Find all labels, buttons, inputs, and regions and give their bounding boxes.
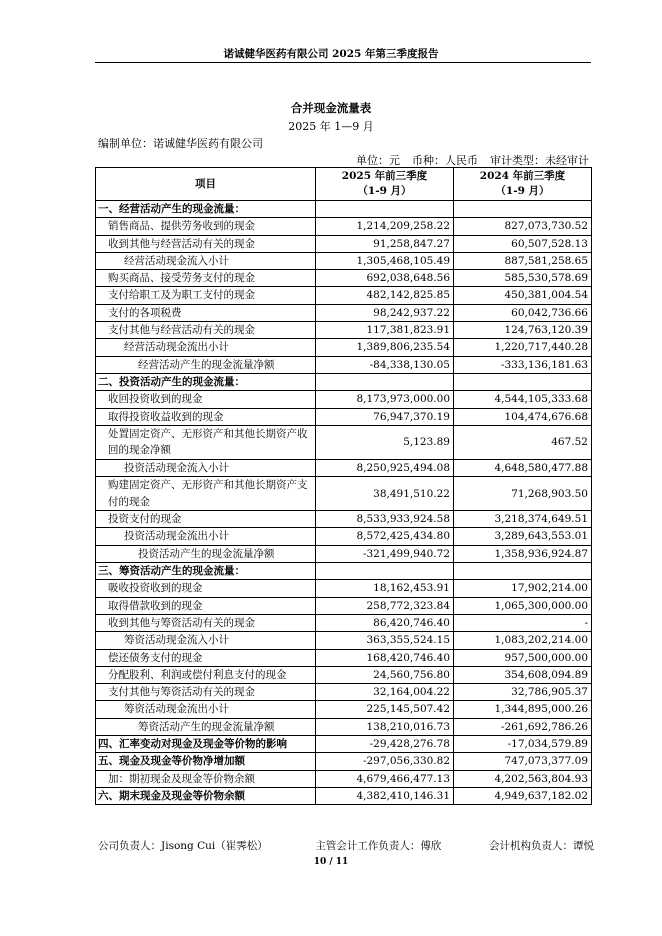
- header-2025: [316, 168, 454, 201]
- value-2025: 1,389,806,235.54: [316, 339, 454, 356]
- accounting-dept-head: 会计机构负责人：谭悦: [488, 840, 594, 852]
- row-label: 购买商品、接受劳务支付的现金: [96, 270, 316, 287]
- table-row: [96, 701, 592, 718]
- header-2025-line2: （1-9 月）: [357, 185, 412, 197]
- value-2024: -261,692,786.26: [454, 718, 592, 735]
- value-2024: 450,381,004.54: [454, 287, 592, 304]
- cash-flow-table-wrapper: [95, 167, 591, 805]
- value-2024: 60,507,528.13: [454, 235, 592, 252]
- value-2024: -333,136,181.63: [454, 356, 592, 373]
- row-label: 经营活动产生的现金流量净额: [96, 356, 316, 373]
- value-2024: -17,034,579.89: [454, 736, 592, 753]
- row-label: 收到其他与经营活动有关的现金: [96, 235, 316, 252]
- value-2025: 32,164,004.22: [316, 684, 454, 701]
- value-2024: [454, 563, 592, 580]
- value-2024: 1,083,202,214.00: [454, 632, 592, 649]
- row-label: 支付其他与经营活动有关的现金: [96, 322, 316, 339]
- row-label: 投资支付的现金: [96, 511, 316, 528]
- compiling-entity: 编制单位：诺诚健华医药有限公司: [98, 137, 263, 150]
- table-row: [96, 736, 592, 753]
- value-2024: 1,220,717,440.28: [454, 339, 592, 356]
- value-2024: 3,289,643,553.01: [454, 528, 592, 545]
- table-row: [96, 425, 592, 459]
- section-row: [96, 373, 592, 390]
- value-2024: 827,073,730.52: [454, 218, 592, 235]
- table-row: [96, 252, 592, 269]
- value-2025: 98,242,937.22: [316, 304, 454, 321]
- value-2025: -29,428,276.78: [316, 736, 454, 753]
- row-label: 偿还债务支付的现金: [96, 649, 316, 666]
- table-row: [96, 770, 592, 787]
- value-2025: 225,145,507.42: [316, 701, 454, 718]
- value-2025: 138,210,016.73: [316, 718, 454, 735]
- row-label: 支付给职工及为职工支付的现金: [96, 287, 316, 304]
- table-row: [96, 477, 592, 511]
- audit-type-label: 审计类型：未经审计: [490, 154, 589, 167]
- table-row: [96, 597, 592, 614]
- value-2025: 24,560,756.80: [316, 666, 454, 683]
- value-2025: 91,258,847.27: [316, 235, 454, 252]
- table-row: [96, 304, 592, 321]
- table-row: [96, 270, 592, 287]
- row-label: 三、筹资活动产生的现金流量：: [96, 563, 316, 580]
- row-label: 分配股利、利润或偿付利息支付的现金: [96, 666, 316, 683]
- row-label: 收回投资收到的现金: [96, 391, 316, 408]
- row-label: 购建固定资产、无形资产和其他长期资产支付的现金: [96, 477, 316, 511]
- value-2024: 747,073,377.09: [454, 753, 592, 770]
- table-row: [96, 459, 592, 476]
- row-label: 取得借款收到的现金: [96, 597, 316, 614]
- unit-label: 单位：元: [356, 154, 400, 167]
- page-number: 10 / 11: [313, 857, 349, 867]
- value-2024: 887,581,258.65: [454, 252, 592, 269]
- row-label: 投资活动产生的现金流量净额: [96, 545, 316, 562]
- unit-line: [356, 152, 589, 168]
- value-2025: 1,214,209,258.22: [316, 218, 454, 235]
- value-2024: 957,500,000.00: [454, 649, 592, 666]
- row-label: 筹资活动产生的现金流量净额: [96, 718, 316, 735]
- value-2024: [454, 373, 592, 390]
- value-2025: [316, 373, 454, 390]
- value-2025: 4,382,410,146.31: [316, 787, 454, 804]
- row-label: 筹资活动现金流出小计: [96, 701, 316, 718]
- value-2024: [454, 201, 592, 218]
- value-2024: 124,763,120.39: [454, 322, 592, 339]
- value-2024: 4,949,637,182.02: [454, 787, 592, 804]
- row-label: 六、期末现金及现金等价物余额: [96, 787, 316, 804]
- value-2024: 60,042,736.66: [454, 304, 592, 321]
- value-2024: 17,902,214.00: [454, 580, 592, 597]
- value-2025: 1,305,468,105.49: [316, 252, 454, 269]
- section-row: [96, 201, 592, 218]
- value-2024: 585,530,578.69: [454, 270, 592, 287]
- header-divider: [95, 62, 591, 63]
- header-2025-line1: 2025 年前三季度: [341, 170, 428, 182]
- value-2025: 168,420,746.40: [316, 649, 454, 666]
- value-2024: 104,474,676.68: [454, 408, 592, 425]
- table-row: [96, 218, 592, 235]
- value-2025: 692,038,648.56: [316, 270, 454, 287]
- table-row: [96, 787, 592, 804]
- value-2025: 8,533,933,924.58: [316, 511, 454, 528]
- table-row: [96, 511, 592, 528]
- table-row: [96, 545, 592, 562]
- row-label: 筹资活动现金流入小计: [96, 632, 316, 649]
- value-2025: 18,162,453.91: [316, 580, 454, 597]
- value-2025: -321,499,940.72: [316, 545, 454, 562]
- value-2024: 3,218,374,649.51: [454, 511, 592, 528]
- row-label: 取得投资收益收到的现金: [96, 408, 316, 425]
- table-row: [96, 718, 592, 735]
- table-header-row: [96, 168, 592, 201]
- value-2025: 8,250,925,494.08: [316, 459, 454, 476]
- row-label: 支付的各项税费: [96, 304, 316, 321]
- header-item: 项目: [96, 168, 316, 201]
- value-2025: 5,123.89: [316, 425, 454, 459]
- value-2024: 71,268,903.50: [454, 477, 592, 511]
- table-row: [96, 339, 592, 356]
- row-label: 经营活动现金流入小计: [96, 252, 316, 269]
- header-2024: [454, 168, 592, 201]
- table-row: [96, 391, 592, 408]
- row-label: 经营活动现金流出小计: [96, 339, 316, 356]
- row-label: 投资活动现金流入小计: [96, 459, 316, 476]
- value-2025: 86,420,746.40: [316, 614, 454, 631]
- table-row: [96, 632, 592, 649]
- table-row: [96, 684, 592, 701]
- table-row: [96, 614, 592, 631]
- value-2024: -: [454, 614, 592, 631]
- value-2025: 38,491,510.22: [316, 477, 454, 511]
- value-2025: -297,056,330.82: [316, 753, 454, 770]
- value-2024: 32,786,905.37: [454, 684, 592, 701]
- value-2024: 467.52: [454, 425, 592, 459]
- table-row: [96, 753, 592, 770]
- cash-flow-table: [95, 167, 592, 805]
- row-label: 收到其他与筹资活动有关的现金: [96, 614, 316, 631]
- row-label: 支付其他与筹资活动有关的现金: [96, 684, 316, 701]
- statement-period: 2025 年 1—9 月: [288, 120, 374, 133]
- table-row: [96, 356, 592, 373]
- row-label: 处置固定资产、无形资产和其他长期资产收回的现金净额: [96, 425, 316, 459]
- value-2024: 354,608,094.89: [454, 666, 592, 683]
- row-label: 五、现金及现金等价物净增加额: [96, 753, 316, 770]
- value-2025: 363,355,524.15: [316, 632, 454, 649]
- row-label: 二、投资活动产生的现金流量：: [96, 373, 316, 390]
- row-label: 吸收投资收到的现金: [96, 580, 316, 597]
- value-2024: 4,648,580,477.88: [454, 459, 592, 476]
- row-label: 加：期初现金及现金等价物余额: [96, 770, 316, 787]
- company-head: 公司负责人：Jisong Cui（崔霁松）: [98, 840, 268, 852]
- table-row: [96, 322, 592, 339]
- value-2024: 4,202,563,804.93: [454, 770, 592, 787]
- value-2025: 4,679,466,477.13: [316, 770, 454, 787]
- row-label: 一、经营活动产生的现金流量：: [96, 201, 316, 218]
- currency-label: 币种：人民币: [412, 154, 478, 167]
- value-2024: 1,344,895,000.26: [454, 701, 592, 718]
- row-label: 销售商品、提供劳务收到的现金: [96, 218, 316, 235]
- report-header-title: 诺诚健华医药有限公司 2025 年第三季度报告: [223, 48, 439, 60]
- signature-line: [98, 838, 594, 853]
- value-2024: 1,358,936,924.87: [454, 545, 592, 562]
- table-row: [96, 235, 592, 252]
- table-row: [96, 649, 592, 666]
- table-row: [96, 528, 592, 545]
- section-row: [96, 563, 592, 580]
- header-2024-line1: 2024 年前三季度: [479, 170, 566, 182]
- table-row: [96, 580, 592, 597]
- value-2025: -84,338,130.05: [316, 356, 454, 373]
- value-2025: 482,142,825.85: [316, 287, 454, 304]
- value-2025: [316, 201, 454, 218]
- value-2025: 117,381,823.91: [316, 322, 454, 339]
- value-2025: 8,572,425,434.80: [316, 528, 454, 545]
- row-label: 投资活动现金流出小计: [96, 528, 316, 545]
- table-row: [96, 408, 592, 425]
- value-2024: 1,065,300,000.00: [454, 597, 592, 614]
- value-2025: 258,772,323.84: [316, 597, 454, 614]
- value-2025: 76,947,370.19: [316, 408, 454, 425]
- row-label: 四、汇率变动对现金及现金等价物的影响: [96, 736, 316, 753]
- statement-title: 合并现金流量表: [290, 101, 372, 115]
- accounting-head: 主管会计工作负责人：傅欣: [315, 840, 442, 852]
- header-2024-line2: （1-9 月）: [495, 185, 550, 197]
- table-row: [96, 287, 592, 304]
- value-2025: 8,173,973,000.00: [316, 391, 454, 408]
- value-2024: 4,544,105,333.68: [454, 391, 592, 408]
- table-row: [96, 666, 592, 683]
- table-body: [96, 201, 592, 805]
- value-2025: [316, 563, 454, 580]
